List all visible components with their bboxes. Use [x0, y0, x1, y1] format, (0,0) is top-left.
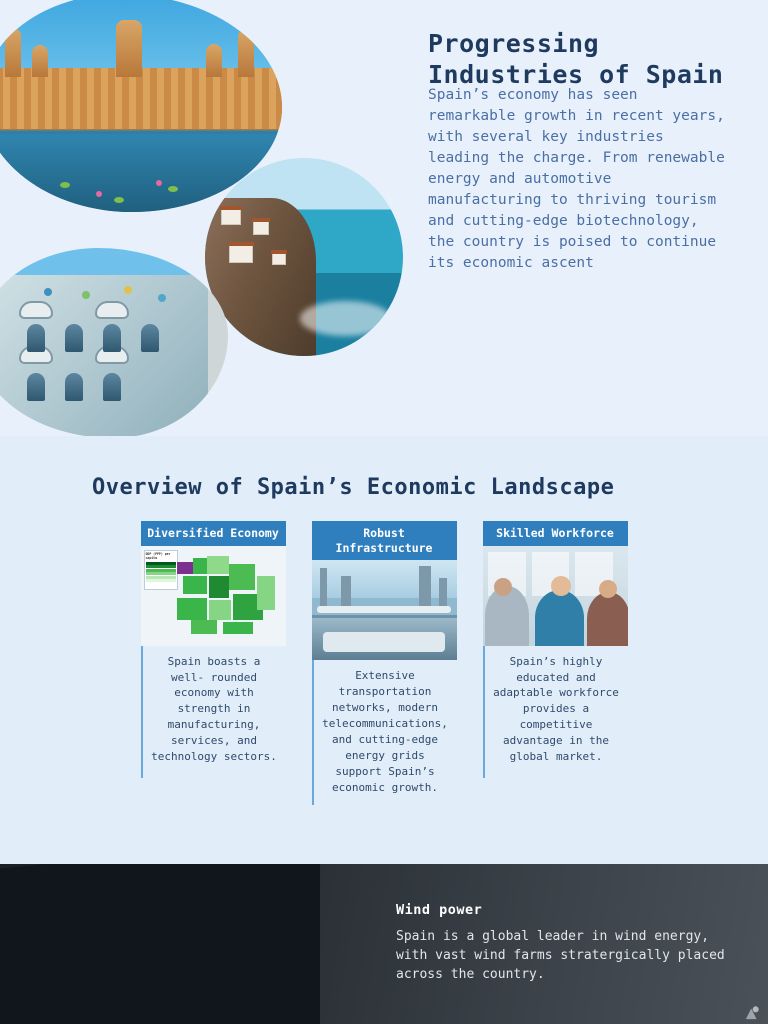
card-heading: Robust Infrastructure: [312, 521, 457, 560]
plaza-building: [0, 68, 282, 129]
card-diversified-economy: [141, 521, 286, 805]
europe-gdp-map: [141, 546, 286, 646]
card-description: Spain boasts a well- rounded economy with strength in manufacturing, services, and technology sectors.: [141, 646, 286, 778]
sea-foam: [300, 301, 391, 337]
presentation-logo-icon: [744, 1004, 762, 1020]
hero-section: [0, 0, 768, 436]
plaza-towers: [0, 20, 264, 77]
map-legend-title: GDP (PPP) per capita: [145, 551, 171, 561]
card-heading: Skilled Workforce: [483, 521, 628, 545]
overview-section: [0, 436, 768, 864]
card-robust-infrastructure: [312, 521, 457, 805]
professional-workforce-photo: [483, 546, 628, 646]
bridge-and-rail-infrastructure: [312, 560, 457, 660]
map-shapes: [171, 554, 281, 638]
hero-image-cluster: [0, 0, 420, 436]
overview-card-list: [40, 521, 728, 805]
page-title: Progressing Industries of Spain: [428, 29, 724, 90]
wind-title: Wind power: [396, 902, 483, 918]
overview-title: Overview of Spain’s Economic Landscape: [92, 475, 615, 500]
wind-text-block: [396, 902, 726, 985]
hero-text-block: [428, 28, 728, 274]
wind-power-section: [0, 864, 768, 1024]
casa-facade: [0, 275, 208, 436]
coastal-cliff-village-photo: [205, 158, 403, 356]
wind-paragraph: Spain is a global leader in wind energy, with vast wind farms stratergically placed across the country.: [396, 929, 725, 982]
solar-panel-field-photo: [0, 864, 320, 1024]
card-skilled-workforce: [483, 521, 628, 805]
card-description: Extensive transportation networks, modern telecommunications, and cutting-edge energy grids support Spain’s economic growth.: [312, 660, 457, 806]
card-description: Spain’s highly educated and adaptable workforce provides a competitive advantage in the global market.: [483, 646, 628, 778]
hero-paragraph: Spain’s economy has seen remarkable growth in recent years, with several key industries leading the charge. From renewable energy and automotive manufacturing to thriving tourism and cutting-edge biotechnology, the country is poised to continue its economic ascent: [428, 86, 725, 271]
card-heading: Diversified Economy: [141, 521, 286, 545]
casa-batllo-photo: [0, 248, 228, 436]
